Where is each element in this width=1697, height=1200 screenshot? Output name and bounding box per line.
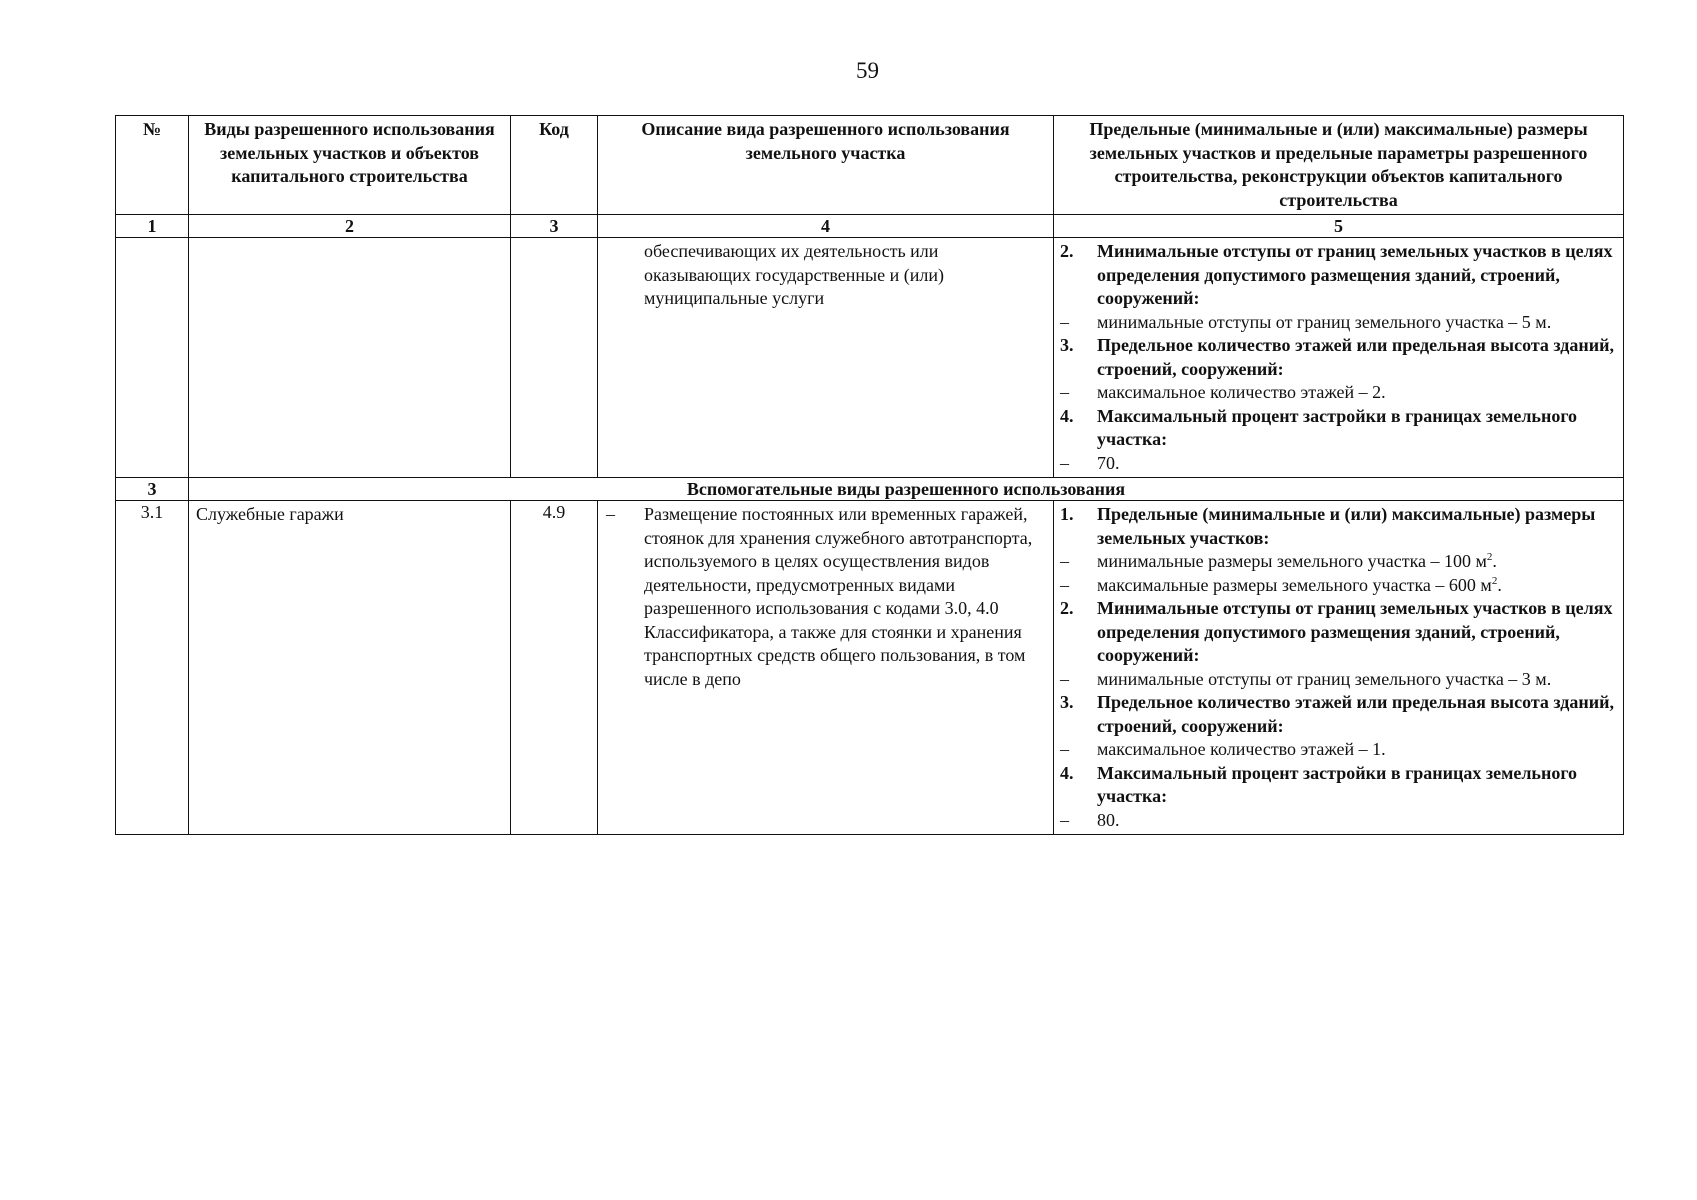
parameter-text-main: Предельное количество этажей или предельная высота зданий, строений, сооружений: (1097, 335, 1615, 379)
description-cell (598, 238, 1054, 478)
parameter-item (1060, 405, 1617, 452)
parameter-item (1060, 738, 1617, 762)
header-use-types: Виды разрешенного использования земельных участков и объектов капитального строительства (189, 116, 511, 215)
column-number: 4 (598, 215, 1054, 238)
parameter-item (1060, 762, 1617, 809)
empty-cell (116, 238, 189, 478)
section-number: 3 (116, 478, 189, 501)
parameter-marker: – (1060, 574, 1069, 595)
parameter-text (1097, 597, 1617, 668)
empty-cell (511, 238, 598, 478)
section-title: Вспомогательные виды разрешенного использования (189, 478, 1624, 501)
parameter-item (1060, 240, 1617, 311)
parameter-marker: – (1060, 452, 1069, 473)
parameters-cell (1054, 501, 1624, 835)
parameter-marker: 2. (1060, 241, 1074, 261)
parameters-list (1060, 503, 1617, 832)
parameter-marker: – (1060, 551, 1069, 571)
parameter-marker: – (1060, 382, 1069, 402)
header-number: № (116, 116, 189, 215)
use-code: 4.9 (511, 501, 598, 835)
header-row (116, 116, 1624, 215)
parameter-text (1097, 503, 1617, 550)
parameter-text (1097, 452, 1617, 476)
parameter-item (1060, 381, 1617, 405)
parameter-item (1060, 668, 1617, 692)
parameter-text (1097, 574, 1617, 598)
column-number: 3 (511, 215, 598, 238)
parameter-item (1060, 574, 1617, 598)
parameter-item (1060, 597, 1617, 668)
empty-cell (189, 238, 511, 478)
parameter-text (1097, 550, 1617, 574)
page-number: 59 (856, 58, 879, 83)
parameter-item (1060, 452, 1617, 476)
parameter-marker: 3. (1060, 692, 1074, 712)
parameter-text-tail: . (1492, 551, 1497, 571)
superscript: 2 (1486, 551, 1493, 563)
header-parameters: Предельные (минимальные и (или) максимальные) размеры земельных участков и предельные параметры разрешенного строительства, реконструкции объектов капитального строительства (1054, 116, 1624, 215)
parameter-text-main: минимальные отступы от границ земельного участка – 3 м. (1097, 668, 1552, 689)
parameter-text (1097, 668, 1617, 692)
parameter-text-main: 80. (1097, 809, 1120, 830)
parameter-marker: 4. (1060, 405, 1074, 426)
section-row (116, 478, 1624, 501)
parameter-marker: – (1060, 739, 1069, 759)
parameter-text-tail: . (1497, 574, 1502, 595)
parameter-text (1097, 691, 1617, 738)
parameter-text-main: максимальное количество этажей – 2. (1097, 382, 1386, 402)
parameter-item (1060, 503, 1617, 550)
parameter-text (1097, 762, 1617, 809)
column-numbers-row (116, 215, 1624, 238)
parameter-text (1097, 311, 1617, 335)
parameter-text-main: Максимальный процент застройки в границах земельного участка: (1097, 762, 1578, 806)
parameter-text-main: минимальные отступы от границ земельного участка – 5 м. (1097, 311, 1552, 332)
continuation-row (116, 238, 1624, 478)
parameter-text-main: Предельные (минимальные и (или) максимальные) размеры земельных участков: (1097, 504, 1596, 548)
header-code: Код (511, 116, 598, 215)
parameter-text-main: 70. (1097, 452, 1120, 473)
parameter-marker: – (1060, 809, 1069, 830)
use-type-name: Служебные гаражи (189, 501, 511, 835)
column-number: 2 (189, 215, 511, 238)
parameters-cell (1054, 238, 1624, 478)
parameter-marker: 1. (1060, 504, 1074, 524)
parameter-item (1060, 311, 1617, 335)
parameter-item (1060, 809, 1617, 833)
column-number: 5 (1054, 215, 1624, 238)
parameter-marker: 3. (1060, 335, 1074, 355)
row-number: 3.1 (116, 501, 189, 835)
column-number: 1 (116, 215, 189, 238)
table-row (116, 501, 1624, 835)
parameter-text (1097, 381, 1617, 405)
parameter-item (1060, 334, 1617, 381)
description-text: обеспечивающих их деятельность или оказывающих государственные и (или) муниципальные услуги (644, 241, 944, 308)
dash-marker: – (606, 504, 615, 524)
parameter-text-main: Предельное количество этажей или предельная высота зданий, строений, сооружений: (1097, 692, 1615, 736)
superscript: 2 (1491, 574, 1498, 587)
parameters-list (1060, 240, 1617, 475)
parameter-text (1097, 405, 1617, 452)
parameter-text (1097, 809, 1617, 833)
parameter-text-main: минимальные размеры земельного участка – 100 м (1097, 551, 1487, 571)
description-text: Размещение постоянных или временных гаражей, стоянок для хранения служебного автотранспорта, используемого в целях осуществления видов деятельности, предусмотренных видами разрешенного использования с кодами 3.0, 4.0 Классификатора, а также для стоянки и хранения транспортных средств общего пользования, в том числе в депо (644, 504, 1033, 689)
parameter-item (1060, 691, 1617, 738)
parameter-marker: – (1060, 668, 1069, 689)
parameter-text (1097, 334, 1617, 381)
parameter-marker: 4. (1060, 762, 1074, 783)
parameter-text-main: максимальное количество этажей – 1. (1097, 739, 1386, 759)
parameter-item (1060, 550, 1617, 574)
parameter-text-main: Максимальный процент застройки в границах земельного участка: (1097, 405, 1578, 449)
parameter-marker: – (1060, 311, 1069, 332)
parameter-text (1097, 738, 1617, 762)
description-cell (598, 501, 1054, 835)
header-description: Описание вида разрешенного использования земельного участка (598, 116, 1054, 215)
parameter-text (1097, 240, 1617, 311)
parameter-text-main: максимальные размеры земельного участка – 600 м (1097, 574, 1492, 595)
parameter-text-main: Минимальные отступы от границ земельных участков в целях определения допустимого размещения зданий, строений, сооружений: (1097, 598, 1613, 665)
parameter-marker: 2. (1060, 598, 1074, 618)
land-use-table (115, 115, 1624, 835)
parameter-text-main: Минимальные отступы от границ земельных участков в целях определения допустимого размещения зданий, строений, сооружений: (1097, 241, 1613, 308)
